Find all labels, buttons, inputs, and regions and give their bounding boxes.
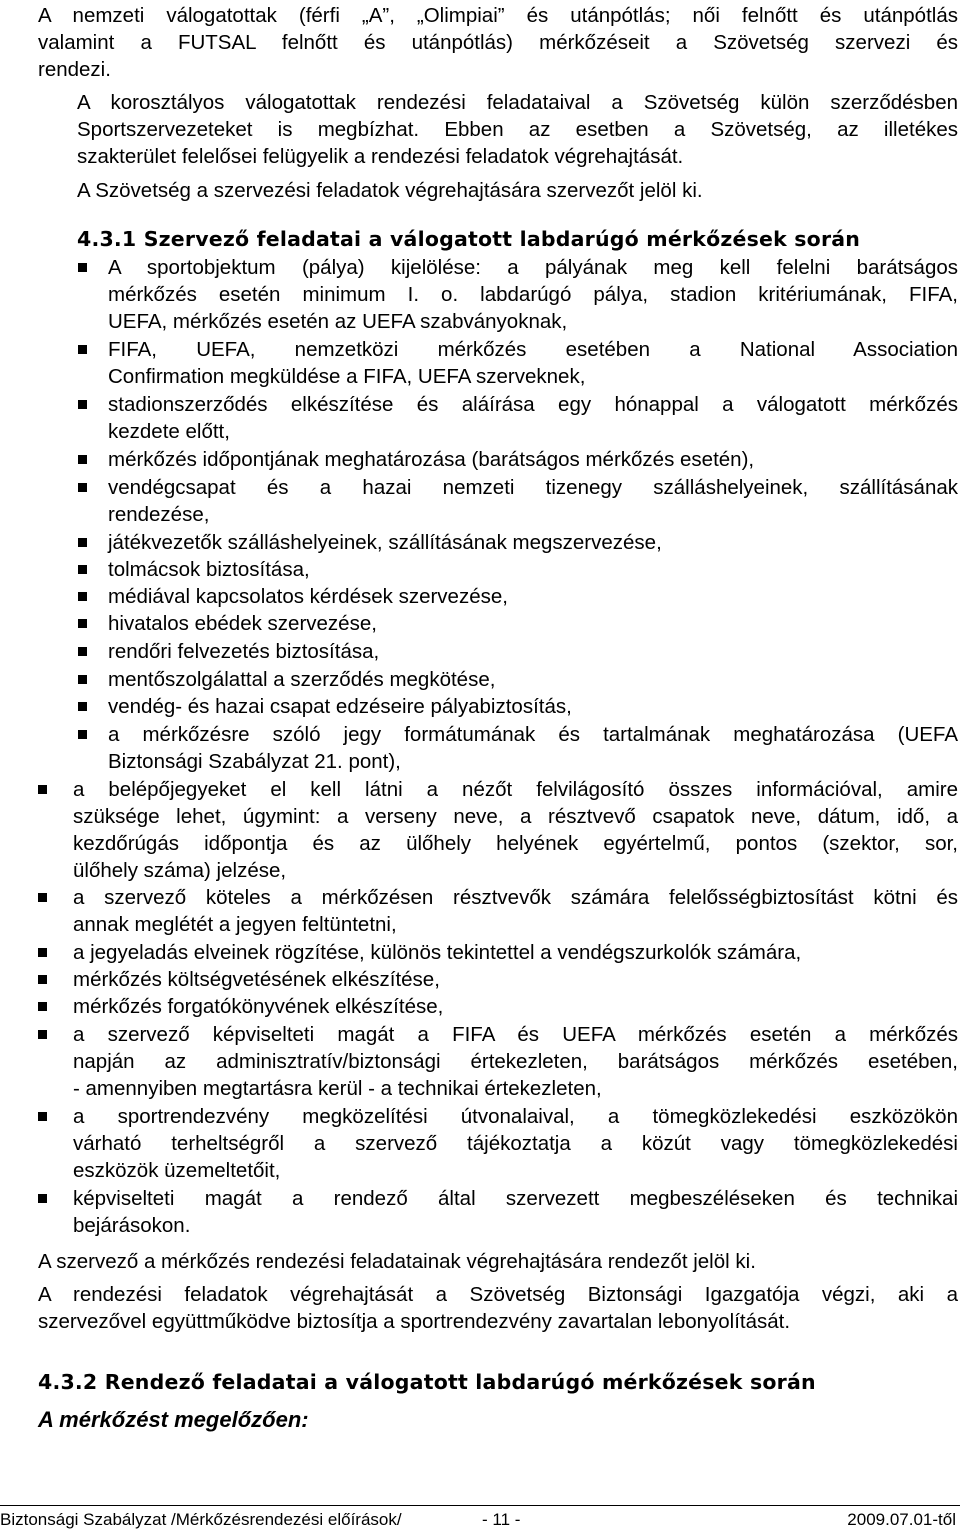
text-line: mérkőzés költségvetésének elkészítése, <box>73 968 440 991</box>
text-line: a jegyeladás elveinek rögzítése, különös tekintettel a vendégszurkolók számára, <box>73 941 802 964</box>
text-line: stadionszerződés elkészítése és aláírása egy hónappal a válogatott mérkőzés <box>108 393 958 416</box>
text-line: A sportobjektum (pálya) kijelölése: a pályának meg kell felelni barátságos <box>108 256 958 279</box>
bullet-marker <box>78 455 87 464</box>
text-line: UEFA, mérkőzés esetén az UEFA szabványoknak, <box>108 310 568 333</box>
text-line: kezdőrúgás időpontja és az ülőhely helyének egyértelmű, pontos (szektor, sor, <box>73 832 958 855</box>
closing-paragraph-1: A szervező a mérkőzés rendezési feladatainak végrehajtására rendezőt jelöl ki. <box>38 1250 756 1273</box>
bullet-marker <box>38 893 47 902</box>
bullet-marker <box>78 592 87 601</box>
text-line: - amennyiben megtartásra kerül - a technikai értekezleten, <box>73 1077 602 1100</box>
text-line: bejárásokon. <box>73 1214 191 1237</box>
text-line: Biztonsági Szabályzat 21. pont), <box>108 750 401 773</box>
subheading-before-match: A mérkőzést megelőzően: <box>38 1407 309 1432</box>
bullet-marker <box>38 785 47 794</box>
text-line: játékvezetők szálláshelyeinek, szállításának megszervezése, <box>108 531 662 554</box>
text-line: tolmácsok biztosítása, <box>108 558 310 581</box>
bullet-marker <box>78 483 87 492</box>
text-line: a mérkőzésre szóló jegy formátumának és tartalmának meghatározása (UEFA <box>108 723 958 746</box>
text-line: Sportszervezeteket is megbízhat. Ebben az esetben a Szövetség, az illetékes <box>77 118 958 141</box>
text-line: mentőszolgálattal a szerződés megkötése, <box>108 668 496 691</box>
bullet-marker <box>38 1112 47 1121</box>
bullet-marker <box>78 263 87 272</box>
bullet-marker <box>78 538 87 547</box>
bullet-marker <box>78 345 87 354</box>
bullet-marker <box>78 400 87 409</box>
text-line: mérkőzés időpontjának meghatározása (barátságos mérkőzés esetén), <box>108 448 755 471</box>
text-line: A nemzeti válogatottak (férfi „A”, „Olimpiai” és utánpótlás; női felnőtt és utánpótlás <box>38 4 958 27</box>
text-line: rendezése, <box>108 503 210 526</box>
bullet-marker <box>78 565 87 574</box>
text-line: várható terheltségről a szervező tájékoztatja a közút vagy tömegközlekedési <box>73 1132 958 1155</box>
text-line: a belépőjegyeket el kell látni a nézőt felvilágosító összes információval, amire <box>73 778 958 801</box>
bullet-marker <box>38 975 47 984</box>
text-line: szakterület felelősei felügyelik a rendezési feladatok végrehajtását. <box>77 145 684 168</box>
intro-paragraph-3: A Szövetség a szervezési feladatok végrehajtására szervezőt jelöl ki. <box>77 179 703 202</box>
text-line: a szervező köteles a mérkőzésen résztvevők számára felelősségbiztosítást kötni és <box>73 886 958 909</box>
text-line: A rendezési feladatok végrehajtását a Szövetség Biztonsági Igazgatója végzi, aki a <box>38 1283 958 1306</box>
text-line: kezdete előtt, <box>108 420 230 443</box>
text-line: szüksége lehet, úgymint: a verseny neve, a résztvevő csapatok neve, dátum, idő, a <box>73 805 958 828</box>
text-line: mérkőzés forgatókönyvének elkészítése, <box>73 995 444 1018</box>
text-line: FIFA, UEFA, nemzetközi mérkőzés esetében a National Association <box>108 338 958 361</box>
bullet-marker <box>78 619 87 628</box>
text-line: a szervező képviselteti magát a FIFA és UEFA mérkőzés esetén a mérkőzés <box>73 1023 958 1046</box>
text-line: ülőhely száma) jelzése, <box>73 859 287 882</box>
text-line: mérkőzés esetén minimum I. o. labdarúgó pálya, stadion kritériumának, FIFA, <box>108 283 958 306</box>
footer-left-text: Biztonsági Szabályzat /Mérkőzésrendezési előírások/ <box>0 1510 402 1529</box>
text-line: napján az adminisztratív/biztonsági értekezleten, barátságos mérkőzés esetében, <box>73 1050 958 1073</box>
bullet-marker <box>38 1194 47 1203</box>
bullet-marker <box>78 702 87 711</box>
text-line: annak meglétét a jegyen feltüntetni, <box>73 913 397 936</box>
text-line: rendőri felvezetés biztosítása, <box>108 640 380 663</box>
footer-page-number: - 11 - <box>482 1510 521 1529</box>
text-line: Confirmation megküldése a FIFA, UEFA szerveknek, <box>108 365 586 388</box>
text-line: vendégcsapat és a hazai nemzeti tizenegy szálláshelyeinek, szállításának <box>108 476 958 499</box>
footer-date: 2009.07.01-től <box>847 1510 956 1529</box>
bullet-marker <box>78 647 87 656</box>
text-line: képviselteti magát a rendező által szervezett megbeszéléseken és technikai <box>73 1187 958 1210</box>
text-line: hivatalos ebédek szervezése, <box>108 612 377 635</box>
text-line: szervezővel együttműködve biztosítja a sportrendezvény zavartalan lebonyolítását. <box>38 1310 791 1333</box>
bullet-marker <box>78 730 87 739</box>
text-line: rendezi. <box>38 58 111 81</box>
bullet-marker <box>38 1002 47 1011</box>
text-line: eszközök üzemeltetőit, <box>73 1159 281 1182</box>
text-line: médiával kapcsolatos kérdések szervezése, <box>108 585 508 608</box>
text-line: vendég- és hazai csapat edzéseire pályabiztosítás, <box>108 695 572 718</box>
bullet-marker <box>38 948 47 957</box>
bullet-marker <box>78 675 87 684</box>
section-heading-4-3-1: 4.3.1 Szervező feladatai a válogatott labdarúgó mérkőzések során <box>77 227 861 251</box>
footer-divider <box>0 1505 960 1506</box>
bullet-marker <box>38 1030 47 1039</box>
text-line: A korosztályos válogatottak rendezési feladataival a Szövetség külön szerződésben <box>77 91 958 114</box>
text-line: valamint a FUTSAL felnőtt és utánpótlás) mérkőzéseit a Szövetség szervezi és <box>38 31 958 54</box>
text-line: a sportrendezvény megközelítési útvonalaival, a tömegközlekedési eszközökön <box>73 1105 958 1128</box>
section-heading-4-3-2: 4.3.2 Rendező feladatai a válogatott labdarúgó mérkőzések során <box>38 1370 816 1394</box>
